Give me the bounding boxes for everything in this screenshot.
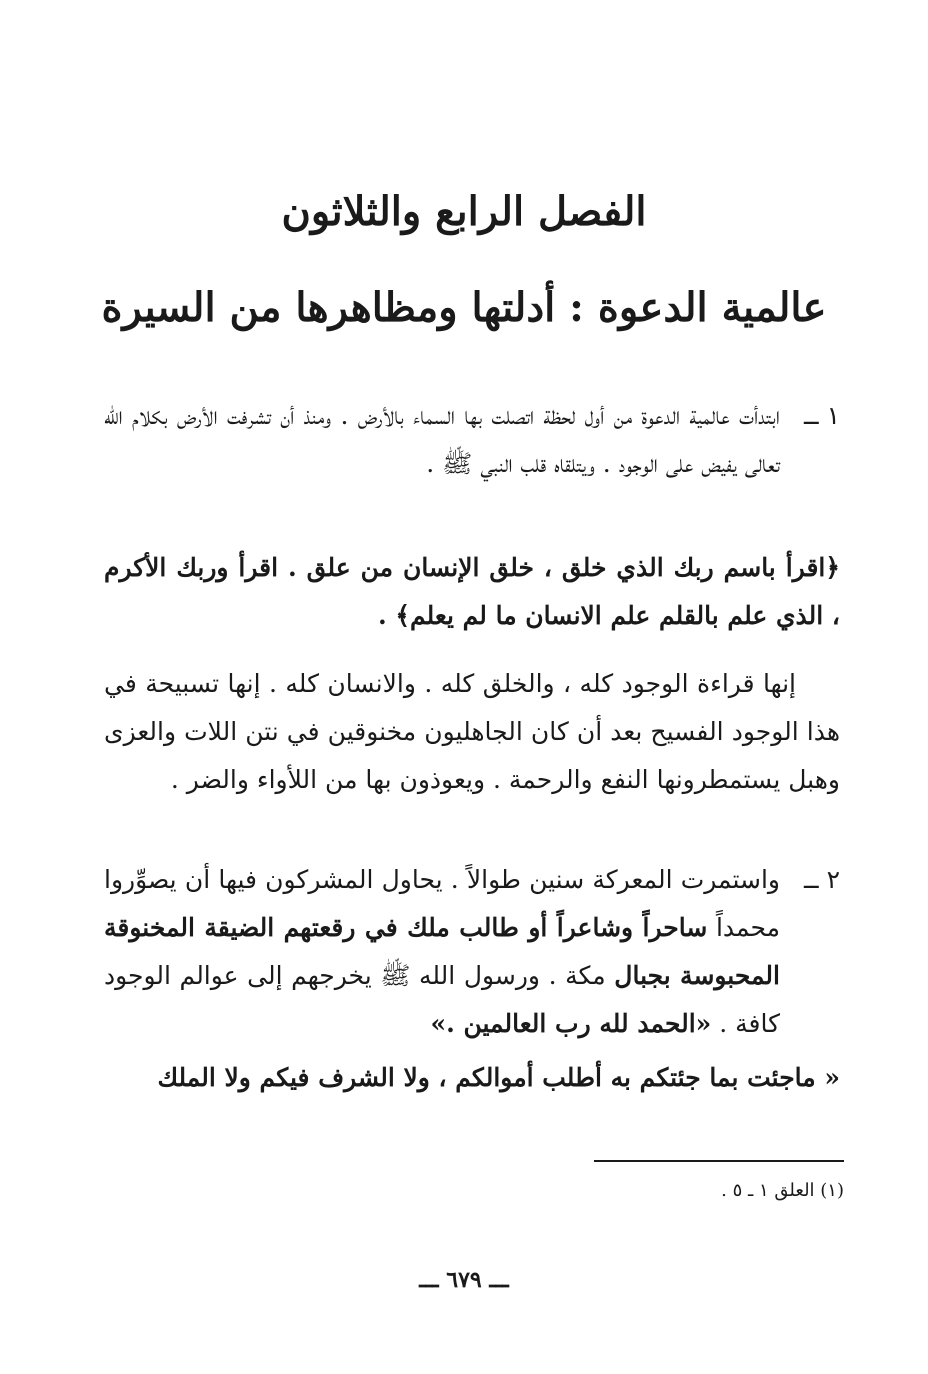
section-2: [104, 856, 840, 1048]
section-1: [104, 392, 840, 488]
section-2-text-c: مكة . ورسول الله ﷺ يخرجهم إلى عوالم الوجود كافة .: [104, 961, 780, 1038]
section-1-number: ١ ــ: [803, 401, 840, 430]
footnote-divider: [594, 1160, 844, 1162]
quran-quote: ﴿اقرأ باسم ربك الذي خلق ، خلق الإنسان من علق . اقرأ وربك الأكرم ، الذي علم بالقلم علم الانسان ما لم يعلم﴾ .: [104, 553, 840, 630]
section-2-text: [104, 856, 780, 1048]
paragraph-2: إنها قراءة الوجود كله ، والخلق كله . والانسان كله . إنها تسبيحة في هذا الوجود الفسيح بعد أن كان الجاهليون مخنوقين في نتن اللات والعزى وهبل يستمطرونها النفع والرحمة . ويعوذون بها من اللأواء والضر .: [104, 669, 840, 794]
last-line: « ماجئت بما جئتكم به أطلب أموالكم ، ولا الشرف فيكم ولا الملك: [157, 1063, 840, 1092]
section-2-number: ٢ ــ: [803, 865, 840, 894]
section-2-text-d: «الحمد لله رب العالمين .»: [430, 1009, 712, 1038]
section-1-text: ابتدأت عالمية الدعوة من أول لحظة اتصلت بها السماء بالأرض . ومنذ أن تشرفت الأرض بكلام الله تعالى يفيض على الوجود . ويتلقاه قلب النبي ﷺ .: [104, 401, 780, 478]
chapter-subtitle: عالمية الدعوة : أدلتها ومظاهرها من السيرة: [101, 284, 827, 331]
section-2-text-b: ساحراً وشاعراً أو طالب ملك في رقعتهم الضيقة المخنوقة المحبوسة بجبال: [104, 913, 780, 990]
page-number: ـــ ٦٧٩ ـــ: [419, 1267, 509, 1293]
chapter-title: الفصل الرابع والثلاثون: [281, 188, 647, 235]
section-2-text-a: واستمرت المعركة سنين طوالاً . يحاول المشركون فيها أن يصوِّروا محمداً: [104, 865, 781, 942]
footnote: (١) العلق ١ ـ ٥ .: [721, 1180, 844, 1201]
